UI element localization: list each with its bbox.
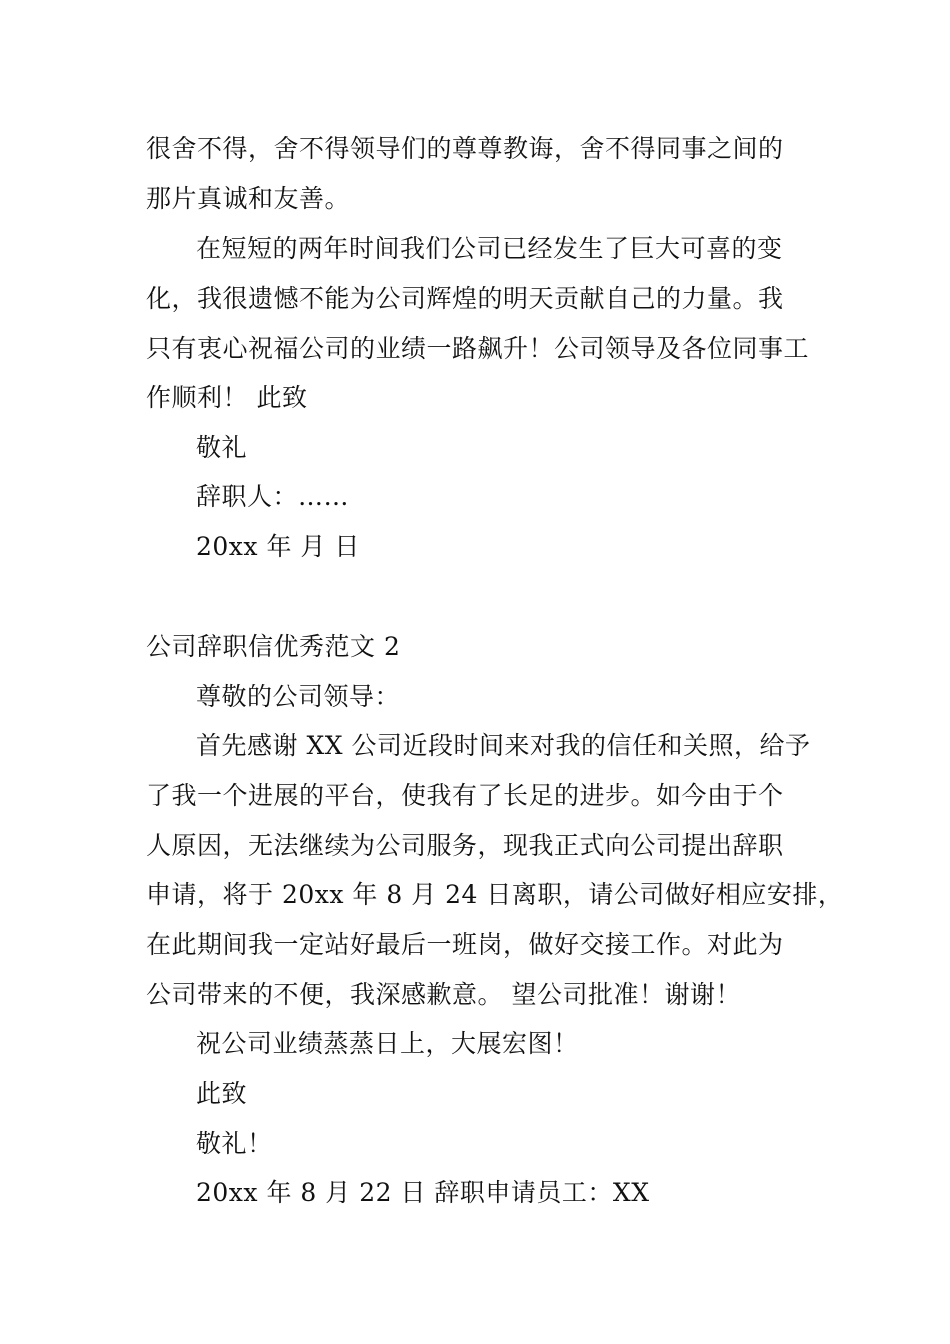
letter2-cizhi: 此致 [196,1079,248,1108]
letter1-body-line: 在短短的两年时间我们公司已经发生了巨大可喜的变 [196,234,783,263]
letter2-body-line: 公司带来的不便，我深感歉意。 望公司批准！谢谢！ [146,980,741,1009]
letter1-body-line: 很舍不得，舍不得领导们的尊尊教诲，舍不得同事之间的 [146,134,784,163]
letter2-date-signer: 20xx 年 8 月 22 日 辞职申请员工：XX [196,1178,650,1207]
letter2-body-line: 了我一个进展的平台，使我有了长足的进步。如今由于个 [146,781,784,810]
letter1-body-line: 那片真诚和友善。 [146,184,351,213]
letter1-body-line: 化，我很遗憾不能为公司辉煌的明天贡献自己的力量。我 [146,284,784,313]
letter2-salutation: 尊敬的公司领导： [196,682,401,711]
letter2-body-line: 人原因，无法继续为公司服务，现我正式向公司提出辞职 [146,831,784,860]
letter2-wish: 祝公司业绩蒸蒸日上，大展宏图！ [196,1029,579,1058]
letter1-body-line: 作顺利！ 此致 [146,383,308,412]
letter2-title: 公司辞职信优秀范文 2 [146,632,401,661]
letter1-date: 20xx 年 月 日 [196,532,360,561]
letter2-body-line: 在此期间我一定站好最后一班岗，做好交接工作。对此为 [146,930,784,959]
letter1-closing: 敬礼 [196,433,248,462]
letter2-closing: 敬礼！ [196,1129,273,1158]
letter2-body-line: 申请，将于 20xx 年 8 月 24 日离职，请公司做好相应安排， [146,880,844,909]
letter1-signer: 辞职人：…… [196,482,350,511]
letter2-body-line: 首先感谢 XX 公司近段时间来对我的信任和关照，给予 [196,731,811,760]
letter1-body-line: 只有衷心祝福公司的业绩一路飙升！公司领导及各位同事工 [146,334,810,363]
